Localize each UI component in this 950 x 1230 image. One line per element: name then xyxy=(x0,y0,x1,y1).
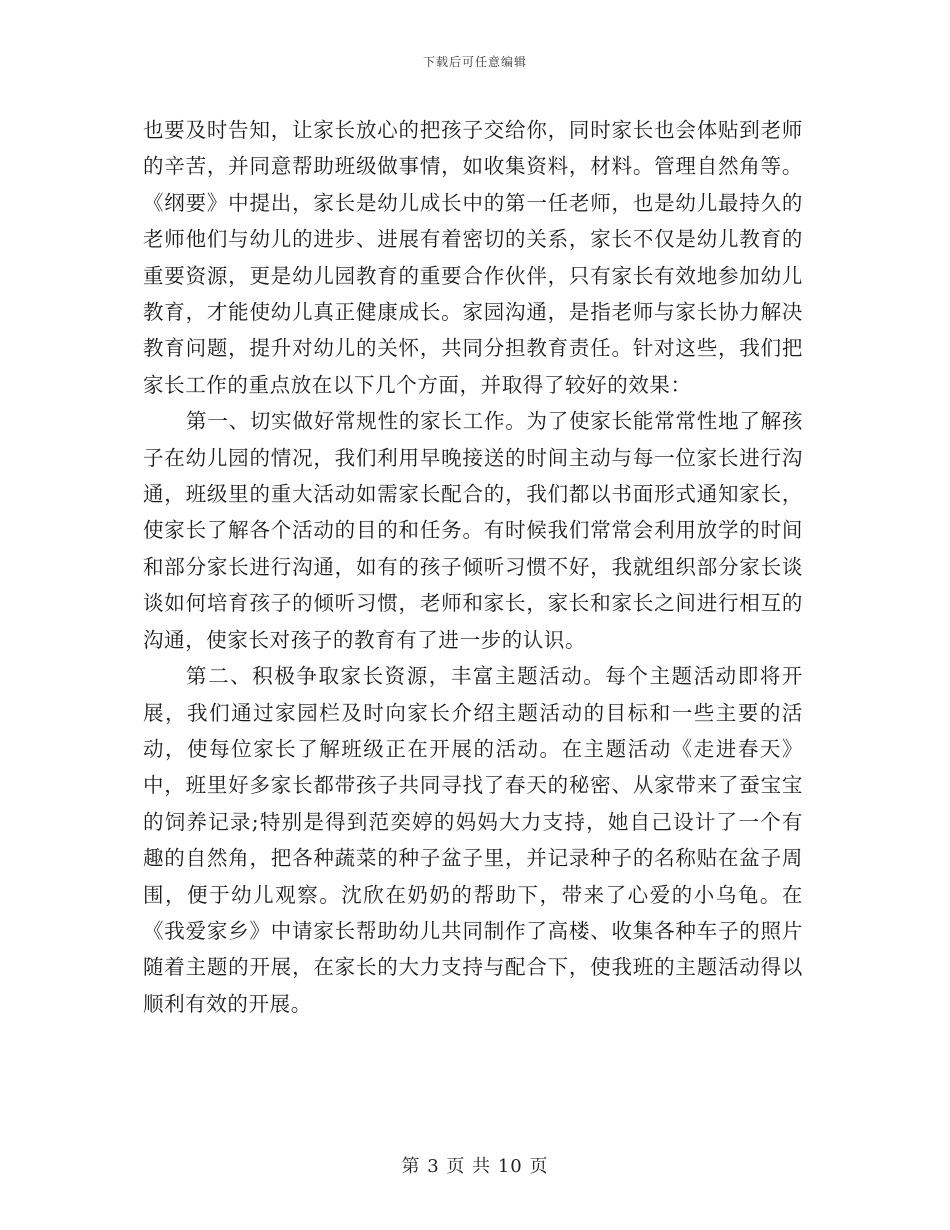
paragraph-second-point: 第二、积极争取家长资源，丰富主题活动。每个主题活动即将开展，我们通过家园栏及时向家长介绍主题活动的目标和一些主要的活动，使每位家长了解班级正在开展的活动。在主题活动《走进春天》中，班里好多家长都带孩子共同寻找了春天的秘密、从家带来了蚕宝宝的饲养记录;特别是得到范奕婷的妈妈大力支持，她自己设计了一个有趣的自然角，把各种蔬菜的种子盆子里，并记录种子的名称贴在盆子周围，便于幼儿观察。沈欣在奶奶的帮助下，带来了心爱的小乌龟。在《我爱家乡》中请家长帮助幼儿共同制作了高楼、收集各种车子的照片随着主题的开展，在家长的大力支持与配合下，使我班的主题活动得以顺利有效的开展。 xyxy=(143,664,803,1016)
paragraph-first-point: 第一、切实做好常规性的家长工作。为了使家长能常常性地了解孩子在幼儿园的情况，我们利用早晚接送的时间主动与每一位家长进行沟通，班级里的重大活动如需家长配合的，我们都以书面形式通知家长，使家长了解各个活动的目的和任务。有时候我们常常会利用放学的时间和部分家长进行沟通，如有的孩子倾听习惯不好，我就组织部分家长谈谈如何培育孩子的倾听习惯，老师和家长，家长和家长之间进行相互的沟通，使家长对孩子的教育有了进一步的认识。 xyxy=(143,409,803,652)
paragraph-continuation: 也要及时告知，让家长放心的把孩子交给你，同时家长也会体贴到老师的辛苦，并同意帮助班级做事情，如收集资料，材料。管理自然角等。《纲要》中提出，家长是幼儿成长中的第一任老师，也是幼儿最持久的老师他们与幼儿的进步、进展有着密切的关系，家长不仅是幼儿教育的重要资源，更是幼儿园教育的重要合作伙伴，只有家长有效地参加幼儿教育，才能使幼儿真正健康成长。家园沟通，是指老师与家长协力解决教育问题，提升对幼儿的关怀，共同分担教育责任。针对这些，我们把家长工作的重点放在以下几个方面，并取得了较好的效果： xyxy=(143,118,803,397)
header-note: 下载后可任意编辑 xyxy=(422,55,527,69)
page-number: 第 3 页 共 10 页 xyxy=(401,1156,549,1177)
body-text xyxy=(143,112,803,1022)
